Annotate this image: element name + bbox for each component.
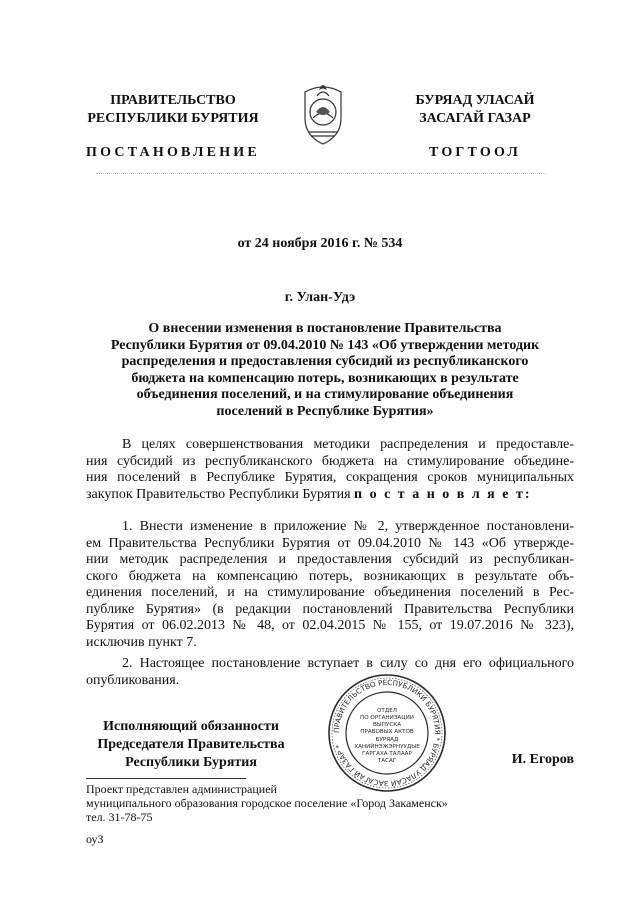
doc-type-bur: ТОГТООЛ — [428, 145, 522, 160]
title-line: объединения поселений, и на стимулирование объединения — [136, 387, 514, 402]
point-1-line: публике Бурятия» (в редакции постановлений Правительства Республики — [86, 601, 574, 617]
document-code: оуЗ — [86, 832, 104, 846]
point-1-line: ем Правительства Республики Бурятия от 09.04.2010 № 143 «Об утвержде- — [86, 535, 574, 551]
point-2-line: 2. Настоящее постановление вступает в силу со дня его официального — [122, 656, 574, 671]
seal-inner-line: ХАНИЙНЭЖЭРНУУДЫЕ — [354, 744, 420, 750]
header-right — [360, 92, 590, 162]
footer-line: Проект представлен администрацией — [86, 782, 277, 796]
preamble-last-line — [86, 487, 574, 504]
doc-type-ru: ПОСТАНОВЛЕНИЕ — [86, 145, 260, 160]
point-1-line: нии методик распределения и предоставления субсидий из республикан- — [86, 552, 574, 567]
footer-rule — [86, 778, 246, 779]
point-1-line: 1. Внести изменение в приложение № 2, утвержденное постановлени- — [122, 519, 574, 534]
position-line: Исполняющий обязанности — [103, 719, 279, 734]
document-title — [90, 321, 560, 420]
footer-line: муниципального образования городское поселение «Город Закаменск» — [86, 796, 448, 810]
point-1-line: исключив пункт 7. — [86, 634, 197, 650]
title-line: бюджета на компенсацию потерь, возникающих в результате — [131, 370, 519, 386]
title-line: Республики Бурятия от 09.04.2010 № 143 «Об утверждении методик — [110, 337, 540, 353]
preamble-line: ния субсидий из республиканского бюджета на стимулирование объедине- — [86, 453, 574, 469]
title-line: распределения и предоставления субсидий из республиканского — [121, 354, 529, 369]
point-1-line: Бурятия от 06.02.2013 № 48, от 02.04.2015 № 155, от 19.07.2016 № 323), — [86, 618, 574, 633]
date-number: от 24 ноября 2016 г. № 534 — [237, 236, 403, 251]
point-2-line: опубликования. — [86, 672, 180, 688]
header-left — [58, 92, 288, 162]
gov-name-bur-line1: БУРЯАД УЛАСАЙ — [415, 93, 535, 108]
point-1-line: единения поселений, и на стимулирование объединения поселений в Рес- — [86, 585, 574, 600]
position-line: Председателя Правительства — [97, 737, 285, 752]
preamble-line: ния поселений в Республике Бурятия, сокращения сроков муниципальных — [86, 470, 574, 485]
seal-inner-line: ТАСАГ — [377, 758, 397, 764]
gov-name-line1: ПРАВИТЕЛЬСТВО — [110, 93, 236, 108]
position-line: Республики Бурятия — [125, 755, 257, 770]
official-seal-stamp — [326, 672, 448, 794]
footer-note — [86, 782, 526, 824]
city: г. Улан-Удэ — [284, 290, 356, 305]
seal-inner-line: ПРАВОВЫХ АКТОВ — [360, 729, 414, 735]
seal-inner-line: ВЫПУСКА — [372, 722, 402, 728]
title-line: О внесении изменения в постановление Правительства — [148, 321, 502, 336]
gov-name-line2: РЕСПУБЛИКИ БУРЯТИЯ — [87, 111, 259, 126]
seal-inner-line: ОТДЕЛ — [377, 708, 397, 714]
seal-ring-text: ПРАВИТЕЛЬСТВО РЕСПУБЛИКИ БУРЯТИЯ * БУРЯАД УЛАСАЙ ЗАСАГАЙ ГАЗАР * — [331, 677, 443, 789]
preamble-line: В целях совершенствования методики распределения и предоставле- — [122, 437, 574, 452]
preamble-text: закупок Правительство Республики Бурятия — [86, 486, 355, 502]
seal-inner-line: ГАРГАХА ТАЛААР — [362, 751, 412, 757]
coat-of-arms-icon — [295, 78, 351, 148]
header-divider — [96, 173, 546, 174]
point-1-line: ского бюджета на компенсацию потерь, возникающих в результате объ- — [86, 568, 574, 584]
signatory-name: И. Егоров — [511, 752, 574, 767]
seal-inner-line: ПО ОРГАНИЗАЦИИ — [360, 715, 414, 721]
signatory-position — [86, 718, 296, 772]
footer-line: тел. 31-78-75 — [86, 810, 153, 824]
preamble — [86, 437, 574, 503]
resolves-word: п о с т а н о в л я е т: — [354, 486, 532, 502]
point-1 — [86, 519, 574, 651]
title-line: поселений в Республике Бурятия» — [216, 403, 434, 419]
seal-inner-line: БУРЯАД — [375, 737, 399, 743]
gov-name-bur-line2: ЗАСАГАЙ ГАЗАР — [419, 111, 531, 126]
